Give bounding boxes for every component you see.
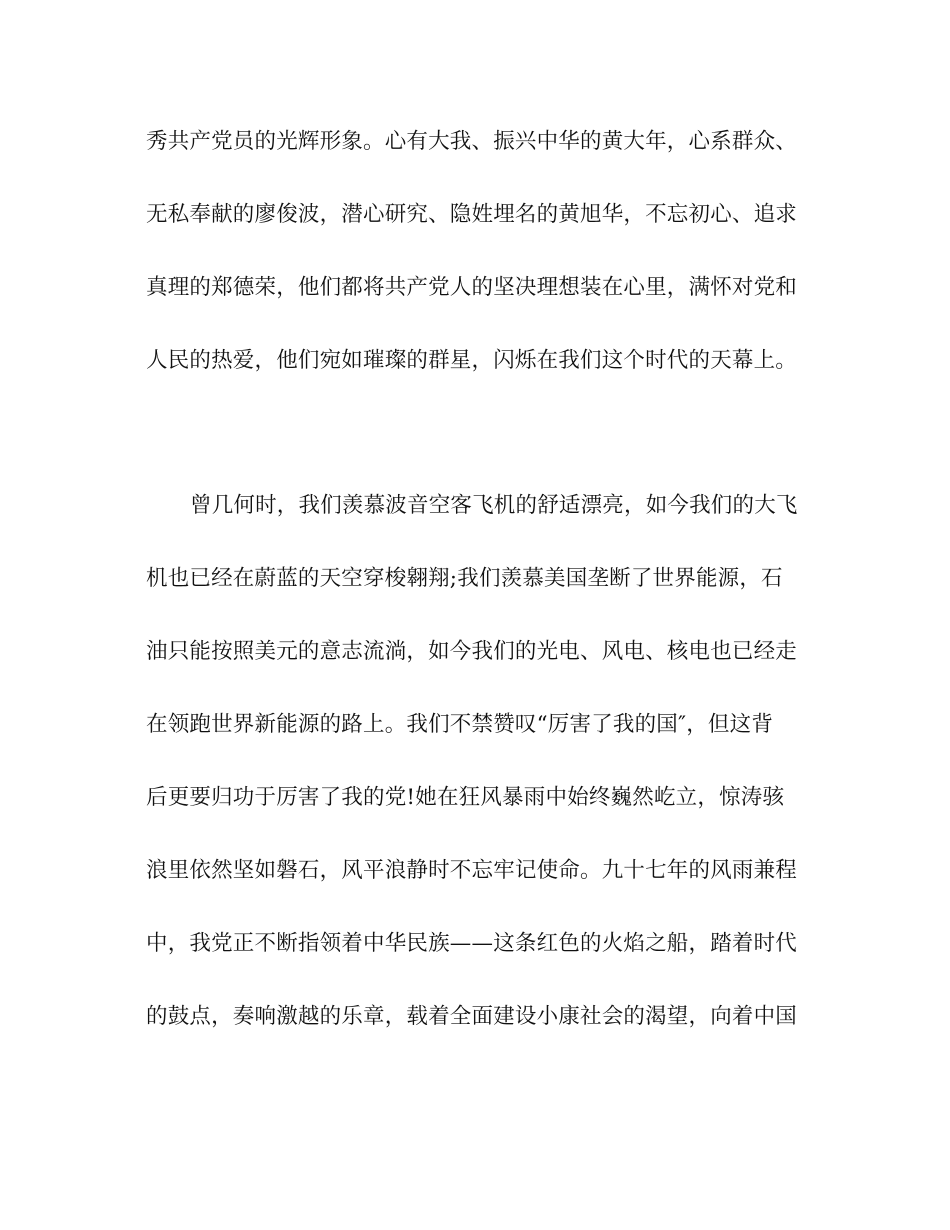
- text-line: 无私奉献的廖俊波，潜心研究、隐姓埋名的黄旭华，不忘初心、追求: [146, 202, 798, 227]
- text-line: 曾几何时，我们羡慕波音空客飞机的舒适漂亮，如今我们的大飞: [190, 493, 798, 518]
- text-line: 秀共产党员的光辉形象。心有大我、振兴中华的黄大年，心系群众、: [146, 129, 798, 154]
- text-line: 在领跑世界新能源的路上。我们不禁赞叹“厉害了我的国″，但这背: [146, 712, 774, 737]
- text-line: 油只能按照美元的意志流淌，如今我们的光电、风电、核电也已经走: [146, 639, 798, 664]
- text-line: 中，我党正不断指领着中华民族——这条红色的火焰之船，踏着时代: [146, 931, 798, 956]
- text-line: 真理的郑德荣，他们都将共产党人的坚决理想装在心里，满怀对党和: [146, 275, 798, 300]
- text-line: 浪里依然坚如磐石，风平浪静时不忘牢记使命。九十七年的风雨兼程: [146, 858, 798, 883]
- text-line: 后更要归功于厉害了我的党!她在狂风暴雨中始终巍然屹立，惊涛骇: [146, 785, 785, 810]
- text-line: 人民的热爱，他们宛如璀璨的群星，闪烁在我们这个时代的天幕上。: [146, 348, 798, 373]
- text-line: 的鼓点，奏响激越的乐章，载着全面建设小康社会的渴望，向着中国: [146, 1004, 798, 1029]
- text-line: 机也已经在蔚蓝的天空穿梭翱翔;我们羡慕美国垄断了世界能源，石: [146, 566, 783, 591]
